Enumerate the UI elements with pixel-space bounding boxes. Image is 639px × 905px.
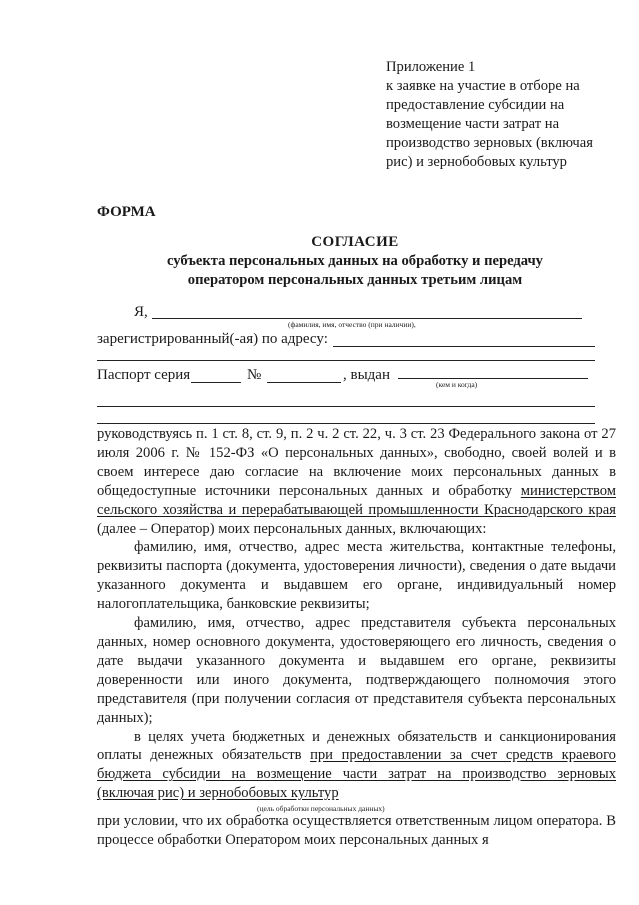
issued-label: , выдан [343,367,390,383]
address-label: зарегистрированный(-ая) по адресу: [97,331,328,347]
address-line[interactable] [333,346,595,347]
personal-data-list-item: фамилию, имя, отчество, адрес места жительства, контактные телефоны, реквизиты паспорта (документа, удостоверения личности), сведения о дате выдачи указанного документа и выдавшем его органе, индивидуальный номер налогоплательщика, банковские реквизиты; [97,539,616,613]
full-name-caption: (фамилия, имя, отчество (при наличии), [288,320,416,329]
title-subtitle-line: оператором персональных данных третьим лицам [187,272,523,288]
passport-number-line[interactable] [267,382,341,383]
appendix-line: рис) и зернобобовых культур [386,154,567,170]
consent-body [97,425,616,850]
full-name-line[interactable] [152,318,582,319]
passport-number-label: № [247,367,262,383]
purpose-caption-row [97,803,616,812]
appendix-line: предоставление субсидии на [386,97,565,113]
condition-paragraph: при условии, что их обработка осуществляется ответственным лицом оператора. В процессе обработки Оператором моих персональных данных я [97,813,616,849]
title-main: СОГЛАСИЕ [311,234,399,250]
issued-by-line[interactable] [398,378,588,379]
appendix-line: возмещение части затрат на [386,116,560,132]
consent-text: (далее – Оператор) моих персональных данных, включающих: [97,520,487,537]
appendix-header [386,58,626,172]
document-title [90,233,620,290]
consent-paragraph [97,425,616,538]
operator-name: министерством сельского хозяйства и перерабатывающей промышленности Краснодарского края [97,482,616,518]
passport-series-label: Паспорт серия [97,367,191,383]
purpose-paragraph [97,728,616,804]
purpose-text: в целях учета бюджетных и денежных обязательств и санкционирования оплаты денежных обязательств [97,728,616,764]
ya-label: Я, [134,304,148,320]
appendix-line: производство зерновых (включая [386,135,593,151]
purpose-underlined: при предоставлении за счет средств краевого бюджета субсидии на возмещение части затрат на производство зерновых (включая рис) и зернобобовых культур [97,747,616,802]
consent-text: руководствуясь п. 1 ст. 8, ст. 9, п. 2 ч. 2 ст. 22, ч. 3 ст. 23 Федерального закона от 27 июля 2006 г. № 152-ФЗ «О персональных данных», свободно, своей волей и в своем интересе даю согласие на включение моих персональных данных в общедоступные источники персональных данных и обработку [97,426,616,499]
issued-by-line-2[interactable] [97,406,595,407]
passport-series-line[interactable] [191,382,241,383]
issued-caption: (кем и когда) [436,380,478,389]
issued-by-line-3[interactable] [97,423,595,424]
title-subtitle-line: субъекта персональных данных на обработку и передачу [167,253,543,269]
address-line-2[interactable] [97,360,595,361]
personal-data-list-item: фамилию, имя, отчество, адрес представителя субъекта персональных данных, номер основного документа, удостоверяющего его личность, сведения о дате выдачи указанного документа и выдавшем его органе, реквизиты доверенности или иного документа, подтверждающего полномочия этого представителя (при получении согласия от представителя субъекта персональных данных); [97,615,616,726]
form-label: ФОРМА [97,204,156,220]
appendix-line: к заявке на участие в отборе на [386,78,580,94]
purpose-caption: (цель обработки персональных данных) [257,804,385,814]
appendix-line: Приложение 1 [386,59,476,75]
